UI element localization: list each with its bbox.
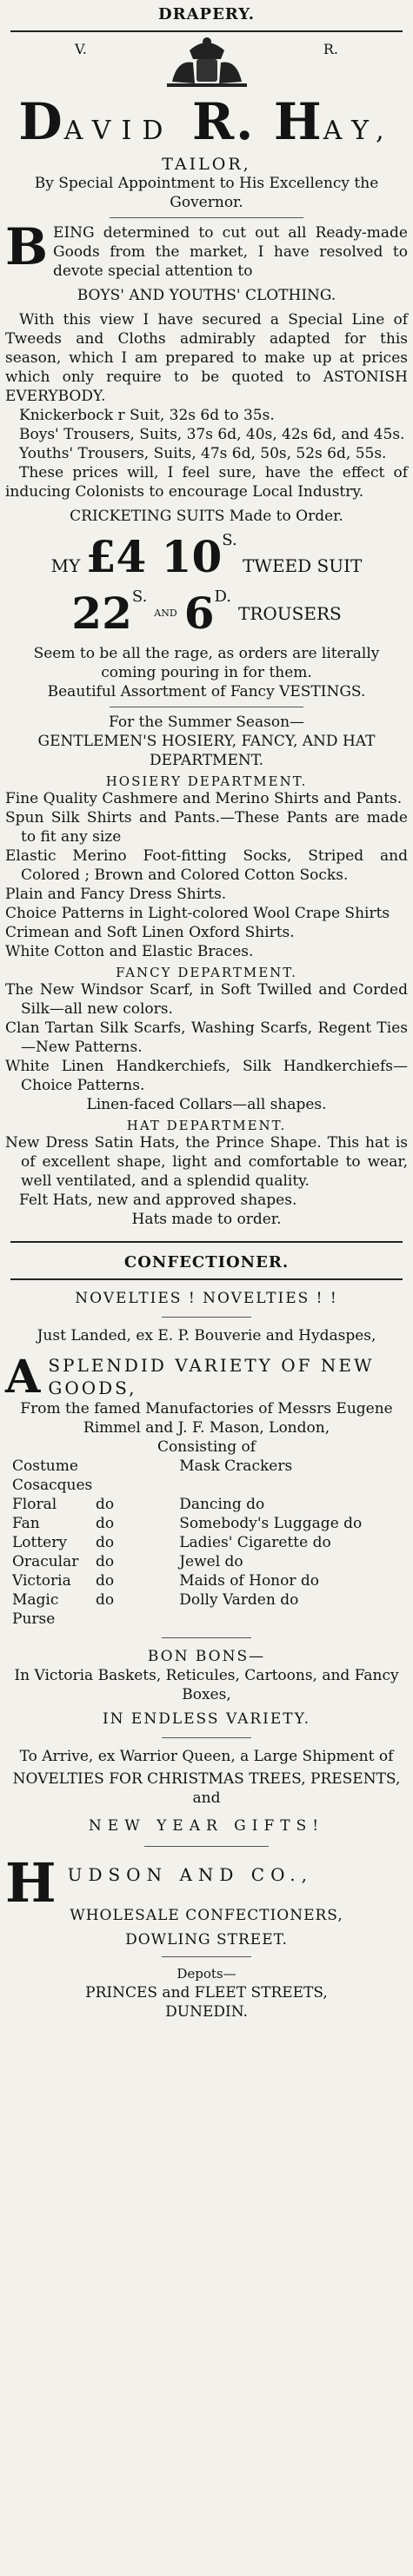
drapery-heading: DRAPERY. [158,5,255,23]
price-four-ten: £4 10 [85,531,223,582]
hosiery-item: Plain and Fancy Dress Shirts. [5,886,227,903]
initial-r: R. [191,92,256,151]
goods-do: do [96,1496,115,1513]
goods-row [5,1590,408,1629]
youths-suits: Youths' Trousers, Suits, 47s 6d, 50s, 52s 6d, 55s. [19,445,387,462]
goods-do: do [96,1515,115,1532]
goods-name: Magic Purse [12,1591,59,1628]
hat-item: Felt Hats, new and approved shapes. [19,1192,297,1209]
trousers-price [5,588,408,639]
cipher-v: V. [75,41,87,57]
manufactories: From the famed Manufactories of Messrs Eugene Rimmel and J. F. Mason, London, [20,1400,393,1437]
newspaper-column [5,0,408,2022]
divider [162,1317,251,1318]
boys-clothing: BOYS' AND YOUTHS' CLOTHING. [77,287,336,304]
cipher-r: R. [323,41,338,57]
initial-h: H [273,92,323,151]
hosiery-item: White Cotton and Elastic Braces. [5,943,254,960]
goods-row [5,1495,408,1514]
splendid-variety [5,1351,408,1404]
fancy-item: Linen-faced Collars—all shapes. [86,1096,327,1113]
goods-do: do [96,1553,115,1570]
goods-right: Maids of Honor do [179,1572,320,1590]
goods-right: Dancing do [179,1496,265,1513]
divider [110,217,303,218]
divider [162,1956,251,1957]
drop-cap: H [5,1851,63,1915]
just-landed: Just Landed, ex E. P. Bouverie and Hydaspes, [37,1327,376,1344]
tailor-name [5,92,408,151]
shillings-mark: S. [222,531,237,549]
price-six: 6 [183,588,215,639]
goods-name: Victoria [12,1572,71,1590]
name-part: AVID [63,116,174,146]
confectioner-heading: CONFECTIONER. [123,1253,290,1271]
summer-season: For the Summer Season— [108,714,305,731]
appointment: By Special Appointment to His Excellency the Governor. [34,175,379,211]
goods-name: Lottery [12,1534,67,1551]
goods-name: Fan [12,1515,40,1532]
trousers-label: TROUSERS [238,602,342,624]
divider [10,1241,403,1243]
fancy-item: The New Windsor Scarf, in Soft Twilled and Corded Silk—all new colors. [5,981,408,1018]
baskets: In Victoria Baskets, Reticules, Cartoons, and Fancy Boxes, [14,1667,399,1703]
knickerbocker: Knickerbock r Suit, 32s 6d to 35s. [19,407,275,424]
divider [10,1278,403,1280]
and-label: AND [154,607,177,619]
hosiery-item: Crimean and Soft Linen Oxford Shirts. [5,924,295,941]
goods-do: do [96,1534,115,1551]
goods-do: do [96,1572,115,1590]
divider [162,1737,251,1738]
divider [144,1846,269,1847]
tweed-suit-price [5,531,408,582]
goods-row [5,1514,408,1533]
hat-item: New Dress Satin Hats, the Prince Shape. This hat is of excellent shape, light and comfortable to wear, well ventilated, and a splendid quality. [5,1134,408,1190]
intro [5,217,408,281]
cricketing-suits: CRICKETING SUITS Made to Order. [70,508,343,525]
hosiery-department: HOSIERY DEPARTMENT. [105,773,308,789]
goods-list [5,1457,408,1629]
goods-do: do [96,1591,115,1609]
goods-name: Oracular [12,1553,79,1570]
drop-cap: A [5,1351,43,1404]
goods-right: Ladies' Cigarette do [179,1534,331,1551]
hat-department: HAT DEPARTMENT. [126,1118,287,1133]
consisting-of: Consisting of [157,1438,256,1456]
fancy-department: FANCY DEPARTMENT. [116,965,297,980]
goods-row [5,1552,408,1571]
goods-right: Dolly Varden do [179,1591,299,1609]
my-label: MY [50,555,81,576]
goods-name: Floral [12,1496,57,1513]
rage-text: Seem to be all the rage, as orders are literally coming pouring in for them. [33,645,380,681]
goods-row [5,1457,408,1495]
dowling-street: DOWLING STREET. [125,1931,288,1949]
divider [162,1637,251,1638]
tailor-title: TAILOR, [162,155,251,174]
tweed-suit-label: TWEED SUIT [243,555,363,576]
hosiery-item: Choice Patterns in Light-colored Wool Crape Shirts [5,905,390,922]
splendid-text: SPLENDID VARIETY OF NEW GOODS, [48,1355,375,1398]
city: DUNEDIN. [165,2003,248,2021]
goods-right: Jewel do [179,1553,243,1570]
name-part: AY, [323,116,395,146]
fancy-item: Clan Tartan Silk Scarfs, Washing Scarfs, Regent Ties—New Patterns. [5,1019,408,1056]
hat-item: Hats made to order. [131,1211,282,1228]
new-year-gifts: NEW YEAR GIFTS! [88,1817,325,1835]
christmas-novelties: NOVELTIES FOR CHRISTMAS TREES, PRESENTS, and [12,1770,401,1807]
divider [10,30,403,32]
prices-note: These prices will, I feel sure, have the effect of inducing Colonists to encourage Local Industry. [5,464,408,501]
boys-trousers: Boys' Trousers, Suits, 37s 6d, 40s, 42s 6d, and 45s. [19,426,405,443]
vestings: Beautiful Assortment of Fancy VESTINGS. [47,683,366,700]
shillings-mark: S. [131,588,148,606]
hosiery-item: Elastic Merino Foot-fitting Socks, Striped and Colored ; Brown and Colored Cotton Socks. [5,847,408,884]
goods-right: Somebody's Luggage do [179,1515,363,1532]
wholesale: WHOLESALE CONFECTIONERS, [70,1907,343,1924]
hosiery-item: Spun Silk Shirts and Pants.—These Pants are made to fit any size [5,809,408,846]
drop-cap: B [5,217,49,276]
hosiery-item: Fine Quality Cashmere and Merino Shirts and Pants. [5,790,403,807]
depot-streets: PRINCES and FLEET STREETS, [85,1984,328,2002]
special-line: With this view I have secured a Special Line of Tweeds and Cloths admirably adapted for this season, which I am prepared to make up at prices which only require to be quoted to ASTONISH EVERYBODY. [5,311,408,405]
goods-row [5,1571,408,1590]
initial-d: D [18,92,64,151]
intro-text: EING determined to cut out all Ready-made Goods from the market, I have resolved to devote special attention to [53,224,408,280]
to-arrive: To Arrive, ex Warrior Queen, a Large Shipment of [19,1748,394,1765]
firm-name [5,1851,408,1915]
endless-variety: IN ENDLESS VARIETY. [102,1710,311,1728]
novelties: NOVELTIES ! NOVELTIES ! ! [75,1290,338,1307]
goods-right: Mask Crackers [179,1457,293,1475]
gents-hosiery: GENTLEMEN'S HOSIERY, FANCY, AND HAT DEPARTMENT. [37,733,376,769]
firm-text: UDSON AND CO., [67,1864,314,1885]
bon-bons: BON BONS— [147,1648,266,1665]
goods-name: Costume Cosacques [12,1457,93,1494]
royal-crest-icon [5,33,408,89]
fancy-item: White Linen Handkerchiefs, Silk Handkerchiefs—Choice Patterns. [5,1058,408,1094]
pence-mark: D. [214,588,231,606]
goods-row [5,1533,408,1552]
price-twenty-two: 22 [71,588,132,639]
depots: Depots— [177,1966,236,1982]
